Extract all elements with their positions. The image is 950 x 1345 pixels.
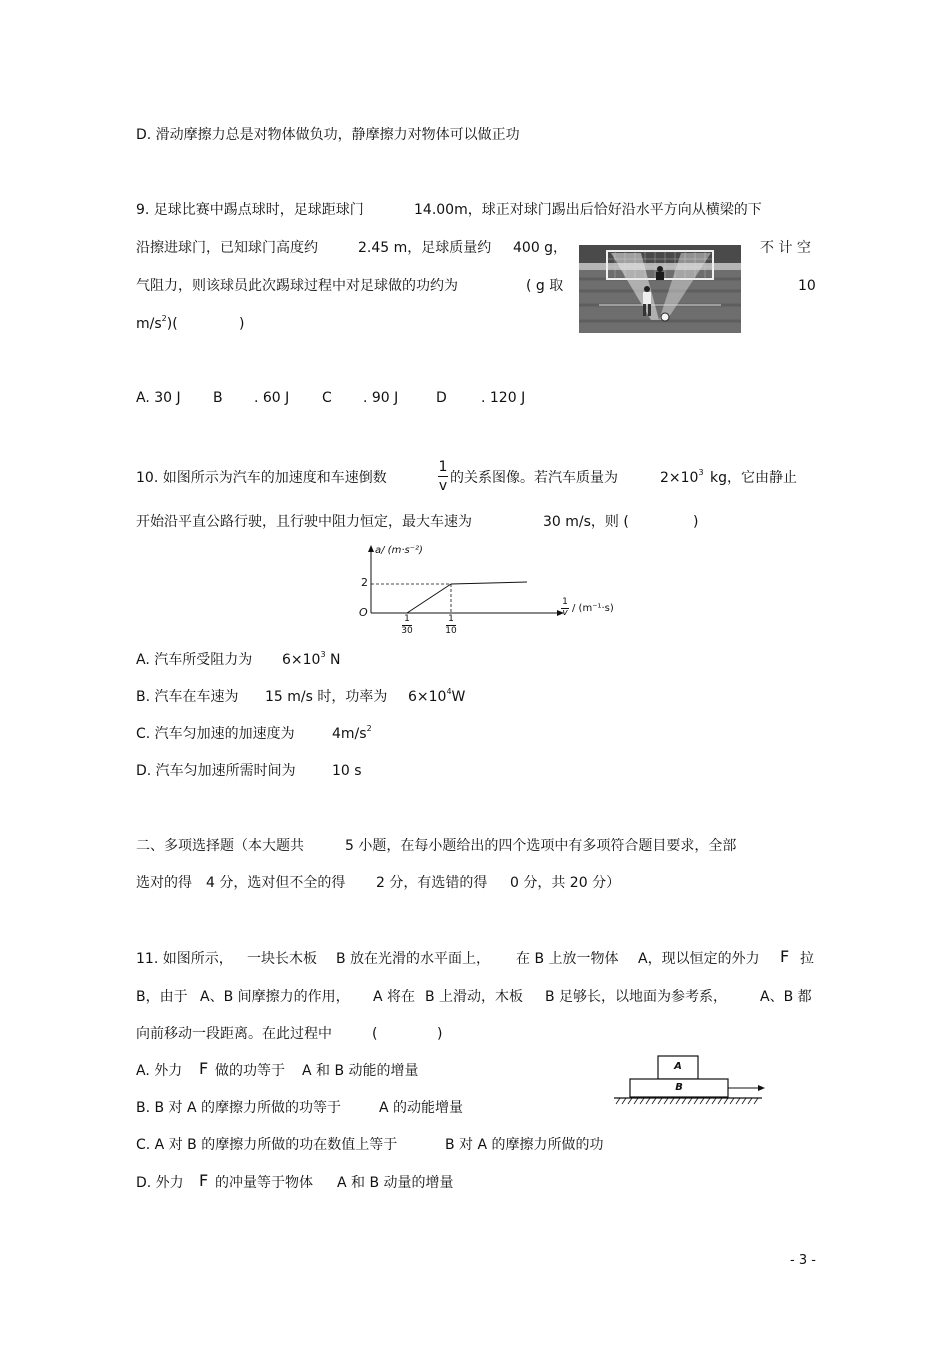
q10-option-a-sup: 3 xyxy=(320,650,326,659)
q10-option-c-num: 4m/s xyxy=(332,726,367,742)
q9-option-c-letter: C xyxy=(322,390,332,406)
q10-line2-a: 开始沿平直公路行驶，且行驶中阻力恒定，最大车速为 xyxy=(136,514,472,530)
q9-line2-b: 2.45 m，足球质量约 xyxy=(358,240,492,256)
q11-line1-g: 拉 xyxy=(800,951,814,967)
q10-frac-num: 1 xyxy=(438,459,448,475)
x-tick-2-num: 1 xyxy=(448,614,454,624)
q10-option-c-value xyxy=(332,725,372,743)
q10-option-d-text: D. 汽车匀加速所需时间为 xyxy=(136,763,296,779)
page-number: - 3 - xyxy=(790,1253,816,1268)
q10-option-b-sup: 4 xyxy=(446,687,452,696)
section2-line2-d: 0 分，共 20 分） xyxy=(510,875,621,891)
q11-line2-c: A 将在 xyxy=(373,989,416,1005)
q10-line1-b: 的关系图像。若汽车质量为 xyxy=(450,470,618,486)
q10-option-a-unit: N xyxy=(325,652,341,668)
q11-line1-f: F xyxy=(780,947,790,966)
q9-option-c-value: . 90 J xyxy=(363,390,399,406)
x-tick-1-10 xyxy=(443,614,459,636)
q10-option-a-num: 6×10 xyxy=(282,652,321,668)
q10-option-c-text: C. 汽车匀加速的加速度为 xyxy=(136,726,295,742)
section2-line1-b: 5 小题，在每小题给出的四个选项中有多项符合题目要求，全部 xyxy=(345,838,737,854)
q11-line2-d: B 上滑动，木板 xyxy=(425,989,524,1005)
x-axis-fraction xyxy=(559,598,571,618)
block-diagram xyxy=(612,1054,772,1110)
q11-line2-a: B，由于 xyxy=(136,989,188,1005)
q11-option-d-text: D. 外力 xyxy=(136,1175,184,1191)
q9-paren-close: ) xyxy=(239,316,245,332)
q10-option-b-unit: W xyxy=(451,689,466,705)
q11-option-c-text: C. A 对 B 的摩擦力所做的功在数值上等于 xyxy=(136,1137,398,1153)
acceleration-graph xyxy=(355,543,625,639)
x-tick-1-num: 1 xyxy=(404,614,410,624)
q11-line3-a: 向前移动一段距离。在此过程中 xyxy=(136,1026,332,1042)
q11-line1-d: 在 B 上放一物体 xyxy=(516,951,619,967)
q11-option-d-mid: 的冲量等于物体 xyxy=(215,1175,313,1191)
q11-line3-b: ( xyxy=(372,1026,378,1042)
soccer-penalty-image xyxy=(579,245,741,333)
q10-option-c-sup: 2 xyxy=(366,724,372,733)
q11-line2-f: A、B 都 xyxy=(760,989,812,1005)
q9-line2-a: 沿擦进球门，已知球门高度约 xyxy=(136,240,318,256)
q11-option-d-f: F xyxy=(199,1171,209,1190)
q9-paren-open: )( xyxy=(166,316,178,332)
q8-option-d: D. 滑动摩擦力总是对物体做负功，静摩擦力对物体可以做正功 xyxy=(136,127,520,143)
x-tick-2-den: 10 xyxy=(445,626,457,636)
q9-line4 xyxy=(136,315,178,333)
q9-line2-d: 不 计 空 xyxy=(760,240,811,256)
q11-line1-a: 11. 如图所示， xyxy=(136,951,233,967)
q9-option-b-letter: B xyxy=(213,390,223,406)
y-tick-2: 2 xyxy=(361,576,368,589)
q9-line3-a: 气阻力，则该球员此次踢球过程中对足球做的功约为 xyxy=(136,278,458,294)
q11-option-a-mid: 做的功等于 xyxy=(215,1063,285,1079)
q10-frac-bar xyxy=(438,476,448,477)
q10-option-b-speed: 15 m/s 时，功率为 xyxy=(265,689,388,705)
q9-unit: m/s xyxy=(136,316,162,332)
q11-option-d-end: A 和 B 动量的增量 xyxy=(337,1175,454,1191)
q9-line3-b: ( g 取 xyxy=(526,278,564,294)
q9-unit-sup: 2 xyxy=(161,314,167,323)
x-tick-1-30 xyxy=(399,614,415,636)
q9-line1-a: 9. 足球比赛中踢点球时，足球距球门 xyxy=(136,202,364,218)
x-axis-frac-den: v xyxy=(562,608,568,618)
origin-label: O xyxy=(359,606,368,619)
q10-option-d-value: 10 s xyxy=(332,763,362,779)
q10-option-b-text: B. 汽车在车速为 xyxy=(136,689,239,705)
section2-line2-b: 4 分，选对但不全的得 xyxy=(206,875,346,891)
q10-mass-sup: 3 xyxy=(698,468,704,477)
q11-option-a-end: A 和 B 动能的增量 xyxy=(302,1063,419,1079)
section2-line2-c: 2 分，有选错的得 xyxy=(376,875,488,891)
q10-frac-den: v xyxy=(438,478,448,494)
q10-line2-b: 30 m/s，则 ( xyxy=(543,514,629,530)
q11-option-b-text: B. B 对 A 的摩擦力所做的功等于 xyxy=(136,1100,342,1116)
q11-line3-c: ) xyxy=(437,1026,443,1042)
q10-line1-a: 10. 如图所示为汽车的加速度和车速倒数 xyxy=(136,470,387,486)
q11-line2-e: B 足够长，以地面为参考系， xyxy=(545,989,728,1005)
q9-option-d-letter: D xyxy=(436,390,447,406)
q11-option-b-end: A 的动能增量 xyxy=(379,1100,464,1116)
section2-line1-a: 二、多项选择题（本大题共 xyxy=(136,838,304,854)
q9-option-d-value: . 120 J xyxy=(481,390,526,406)
q9-option-b-value: . 60 J xyxy=(254,390,290,406)
q10-option-a-text: A. 汽车所受阻力为 xyxy=(136,652,253,668)
section2-line2-a: 选对的得 xyxy=(136,875,192,891)
q11-line2-b: A、B 间摩擦力的作用， xyxy=(200,989,350,1005)
q11-line1-e: A，现以恒定的外力 xyxy=(638,951,760,967)
x-axis-unit: / (m⁻¹·s) xyxy=(572,603,614,614)
q11-option-c-end: B 对 A 的摩擦力所做的功 xyxy=(445,1137,604,1153)
block-a-label: A xyxy=(674,1061,682,1072)
block-b-label: B xyxy=(675,1082,683,1093)
q9-line2-c: 400 g， xyxy=(513,240,568,256)
q11-option-a-f: F xyxy=(199,1059,209,1078)
y-axis-label: a/ (m·s⁻²) xyxy=(375,545,423,556)
q10-line2-c: ) xyxy=(693,514,699,530)
q9-line3-c: 10 xyxy=(798,278,816,294)
q10-option-b-num: 6×10 xyxy=(408,689,447,705)
q11-option-a-text: A. 外力 xyxy=(136,1063,183,1079)
q9-option-a: A. 30 J xyxy=(136,390,181,406)
q11-line1-c: B 放在光滑的水平面上， xyxy=(336,951,491,967)
q10-line1-d: kg，它由静止 xyxy=(710,470,797,486)
q10-mass-value: 2×10 xyxy=(660,470,699,486)
q11-line1-b: 一块长木板 xyxy=(247,951,317,967)
q10-option-b-power xyxy=(408,688,465,706)
x-tick-1-den: 30 xyxy=(401,626,413,636)
q10-option-a-value xyxy=(282,651,340,669)
q9-line1-b: 14.00m，球正对球门踢出后恰好沿水平方向从横梁的下 xyxy=(414,202,762,218)
q10-mass xyxy=(660,469,704,487)
q10-inline-fraction xyxy=(436,459,450,494)
x-axis-frac-num: 1 xyxy=(562,597,568,607)
